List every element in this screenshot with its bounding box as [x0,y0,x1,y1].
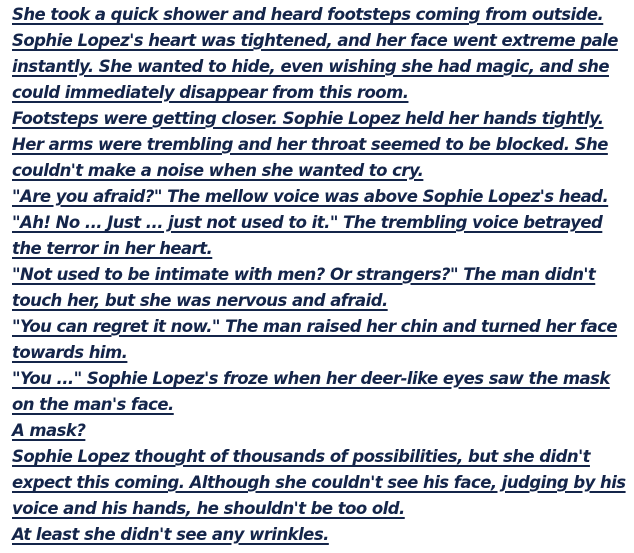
text-line [12,158,630,184]
text-line [12,288,630,314]
text-line-content: the terror in her heart. [12,239,213,258]
text-line [12,496,630,522]
text-line [12,236,630,262]
text-line [12,106,630,132]
text-line [12,522,630,548]
text-line-content: "You can regret it now." The man raised her chin and turned her face [12,317,618,336]
text-line-content: A mask? [12,421,86,440]
text-line [12,366,630,392]
text-line [12,314,630,340]
text-line [12,392,630,418]
text-line [12,28,630,54]
text-line-content: Sophie Lopez thought of thousands of possibilities, but she didn't [12,447,590,466]
text-line-content: Footsteps were getting closer. Sophie Lopez held her hands tightly. [12,109,604,128]
text-line-content: expect this coming. Although she couldn't see his face, judging by his [12,473,626,492]
text-line-content: touch her, but she was nervous and afraid. [12,291,388,310]
text-line-content: towards him. [12,343,128,362]
text-line-content: "You ..." Sophie Lopez's froze when her deer-like eyes saw the mask [12,369,610,388]
text-line-content: "Not used to be intimate with men? Or strangers?" The man didn't [12,265,596,284]
text-line-content: couldn't make a noise when she wanted to cry. [12,161,424,180]
text-line [12,262,630,288]
text-line [12,418,630,444]
text-line [12,210,630,236]
document-body [12,2,630,548]
text-line [12,132,630,158]
text-line-content: "Are you afraid?" The mellow voice was above Sophie Lopez's head. [12,187,609,206]
text-line-content: on the man's face. [12,395,174,414]
text-line-content: Her arms were trembling and her throat seemed to be blocked. She [12,135,608,154]
text-line-content: At least she didn't see any wrinkles. [12,525,329,544]
text-line-content: "Ah! No ... Just ... just not used to it." The trembling voice betrayed [12,213,603,232]
text-line [12,54,630,80]
text-line-content: Sophie Lopez's heart was tightened, and her face went extreme pale [12,31,618,50]
text-line-content: instantly. She wanted to hide, even wishing she had magic, and she [12,57,609,76]
text-line [12,340,630,366]
text-line [12,2,630,28]
text-line-content: She took a quick shower and heard footsteps coming from outside. [12,5,604,24]
text-line [12,444,630,470]
text-line [12,184,630,210]
text-line-content: could immediately disappear from this room. [12,83,409,102]
text-line [12,470,630,496]
text-line [12,80,630,106]
text-line-content: voice and his hands, he shouldn't be too old. [12,499,405,518]
